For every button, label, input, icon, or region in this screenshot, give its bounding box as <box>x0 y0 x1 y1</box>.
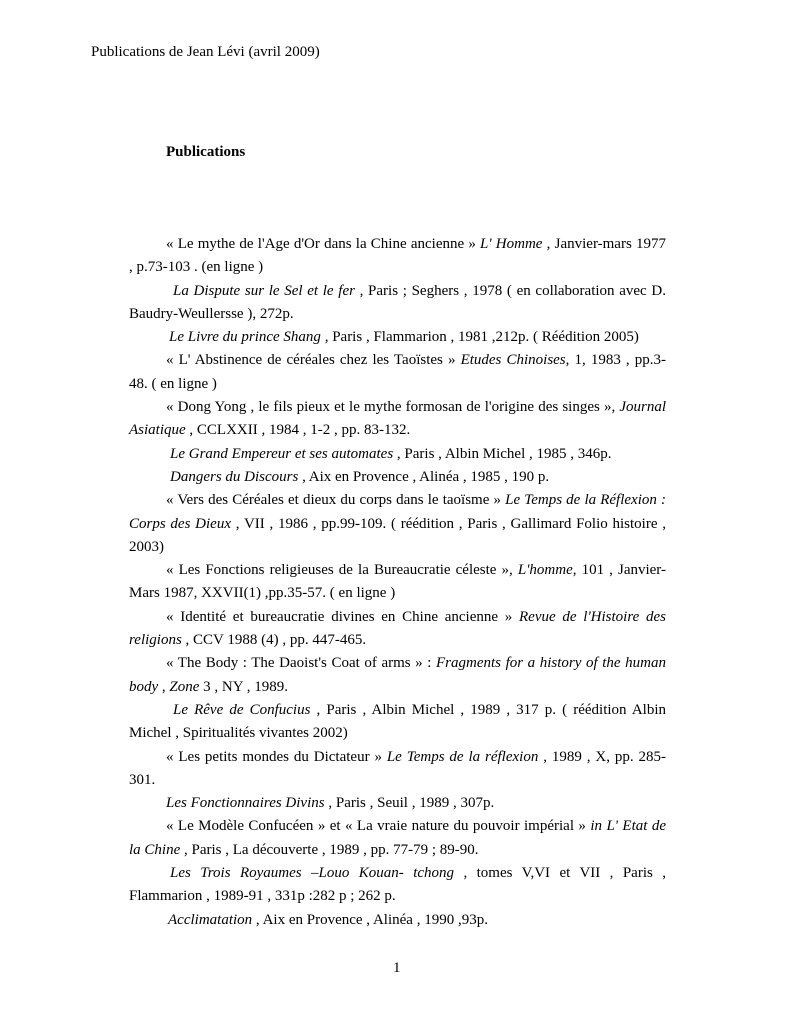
page-number: 1 <box>393 960 401 976</box>
publication-list <box>129 233 666 932</box>
publication-entry: « Vers des Céréales et dieux du corps dans le taoïsme » Le Temps de la Réflexion : Corps des Dieux , VII , 1986 , pp.99-109. ( réédition , Paris , Gallimard Folio histoire , 2003) <box>129 492 666 555</box>
publication-entry: Le Livre du prince Shang , Paris , Flammarion , 1981 ,212p. ( Réédition 2005) <box>169 329 639 346</box>
publication-entry: Le Rêve de Confucius , Paris , Albin Michel , 1989 , 317 p. ( réédition Albin Michel , Spiritualités vivantes 2002) <box>129 701 666 742</box>
section-heading: Publications <box>166 144 246 160</box>
publication-entry: « Identité et bureaucratie divines en Chine ancienne » Revue de l'Histoire des religions , CCV 1988 (4) , pp. 447-465. <box>129 608 667 649</box>
publication-entry: « L' Abstinence de céréales chez les Taoïstes » Etudes Chinoises, 1, 1983 , pp.3-48. ( en ligne ) <box>129 352 666 392</box>
publication-entry: « Le mythe de l'Age d'Or dans la Chine ancienne » L' Homme , Janvier-mars 1977 , p.73-103 . (en ligne ) <box>129 236 666 276</box>
publication-entry: Les Fonctionnaires Divins , Paris , Seuil , 1989 , 307p. <box>166 795 495 812</box>
publication-entry: « Dong Yong , le fils pieux et le mythe formosan de l'origine des singes », Journal Asiatique , CCLXXII , 1984 , 1-2 , pp. 83-132. <box>129 399 666 439</box>
publication-entry: Le Grand Empereur et ses automates , Paris , Albin Michel , 1985 , 346p. <box>170 445 612 462</box>
publication-entry: La Dispute sur le Sel et le fer , Paris ; Seghers , 1978 ( en collaboration avec D. Baudry-Weullersse ), 272p. <box>129 282 666 322</box>
publication-entry: « Les Fonctions religieuses de la Bureaucratie céleste », L'homme, 101 , Janvier-Mars 1987, XXVII(1) ,pp.35-57. ( en ligne ) <box>129 562 666 602</box>
publication-entry: « Les petits mondes du Dictateur » Le Temps de la réflexion , 1989 , X, pp. 285-301. <box>129 748 667 788</box>
publication-entry: « The Body : The Daoist's Coat of arms » : Fragments for a history of the human body , Zone 3 , NY , 1989. <box>129 655 666 695</box>
publication-entry: Les Trois Royaumes –Louo Kouan- tchong , tomes V,VI et VII , Paris , Flammarion , 1989-91 , 331p :282 p ; 262 p. <box>129 865 667 905</box>
publication-entry: Dangers du Discours , Aix en Provence , Alinéa , 1985 , 190 p. <box>170 468 550 485</box>
publication-entry: « Le Modèle Confucéen » et « La vraie nature du pouvoir impérial » in L' Etat de la Chine , Paris , La découverte , 1989 , pp. 77-79 ; 89-90. <box>129 818 666 858</box>
publication-entry: Acclimatation , Aix en Provence , Alinéa , 1990 ,93p. <box>168 911 488 928</box>
document-header: Publications de Jean Lévi (avril 2009) <box>91 44 320 60</box>
